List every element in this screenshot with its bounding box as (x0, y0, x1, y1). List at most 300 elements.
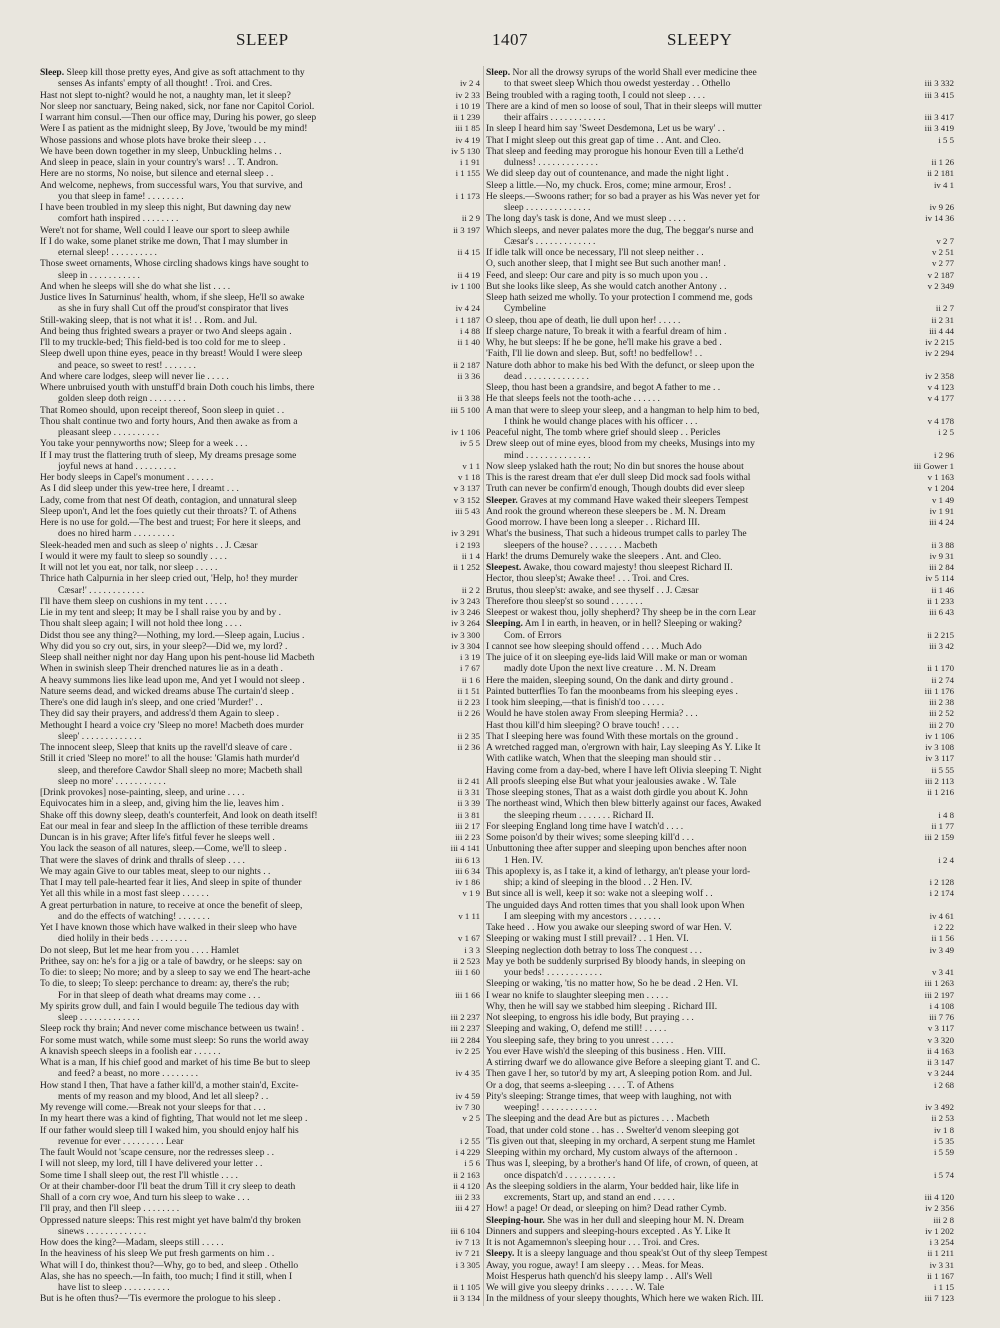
quotation-text (486, 821, 928, 832)
quotation-body: Didst thou see any thing?—Nothing, my lord.—Sleep again, Lucius . (40, 629, 305, 641)
act-scene-line-reference: ii 3 31 (457, 787, 480, 797)
quotation-text (486, 112, 921, 123)
quotation-body: And where care lodges, sleep will never lie . . . . . (40, 370, 229, 382)
quotation-body: I wear no knife to slaughter sleeping men . . . . . (486, 989, 669, 1001)
quotation-text (40, 191, 452, 202)
quotation-body: Oppressed nature sleeps: This rest might yet have balm'd thy broken (40, 1214, 301, 1226)
quotation-body: But she looks like sleep, As she would catch another Antony . . (486, 280, 727, 292)
concordance-line (40, 1158, 480, 1169)
quotation-text (486, 427, 934, 438)
quotation-text (40, 990, 451, 1001)
quotation-body: senses As infants' empty of all thought! . Troi. and Cres. (58, 78, 273, 90)
quotation-text (40, 461, 458, 472)
quotation-body: This apoplexy is, as I take it, a kind of lethargy, an't please your lord- (486, 865, 751, 877)
concordance-line (40, 810, 480, 821)
act-scene-line-reference: iv 4 35 (455, 1068, 480, 1079)
quotation-text (486, 495, 928, 506)
concordance-line (40, 483, 480, 494)
act-scene-line-reference: iii 7 76 (929, 1012, 954, 1022)
quotation-body: But since all is well, keep it so: wake not a sleeping wolf . . (486, 888, 713, 900)
act-scene-line-reference: ii 3 39 (457, 798, 480, 809)
quotation-body: I think he would change places with his officer . . . (504, 415, 698, 427)
quotation-body: You ever Have wish'd the sleeping of this business . Hen. VIII. (486, 1045, 726, 1057)
concordance-line (486, 270, 954, 281)
quotation-text (486, 798, 950, 809)
concordance-line (40, 1215, 480, 1226)
act-scene-line-reference: ii 3 88 (931, 539, 954, 550)
concordance-line (40, 472, 480, 483)
quotation-body: I have been troubled in my sleep this night, But dawning day new (40, 202, 292, 213)
act-scene-line-reference: i 3 3 (464, 944, 480, 955)
quotation-text (486, 877, 926, 888)
quotation-text (486, 911, 926, 922)
quotation-body: and feed? a beast, no more . . . . . . . . (58, 1068, 198, 1080)
quotation-text (486, 202, 926, 213)
concordance-line (486, 866, 954, 877)
quotation-text (40, 382, 476, 393)
quotation-text (40, 540, 452, 551)
quotation-body: And welcome, nephews, from successful wars, You that survive, and (40, 179, 303, 191)
quotation-text (486, 888, 926, 899)
quotation-text (40, 1282, 449, 1293)
quotation-body: sleepers of the house? . . . . . . . Macbeth (504, 539, 658, 551)
quotation-text (40, 180, 476, 191)
concordance-line (40, 1102, 480, 1113)
concordance-line (40, 495, 480, 506)
act-scene-line-reference: ii 1 40 (457, 337, 480, 347)
quotation-body: sleep' . . . . . . . . . . . . . (58, 730, 142, 742)
quotation-text (486, 562, 925, 573)
quotation-text (486, 382, 924, 393)
quotation-text (40, 652, 456, 663)
act-scene-line-reference: iv 3 264 (451, 618, 480, 629)
quotation-text (486, 1136, 930, 1147)
quotation-text (40, 1012, 447, 1023)
quotation-body: as she in fury shall Cut off the proud'st conspirator that lives (58, 303, 289, 315)
quotation-text (486, 675, 928, 686)
quotation-text (486, 90, 921, 101)
quotation-text (40, 675, 458, 686)
concordance-line (486, 810, 954, 821)
concordance-line (486, 821, 954, 832)
quotation-body: Sleek-headed men and such as sleep o' nights . . J. Cæsar (40, 539, 258, 551)
act-scene-line-reference: iii 2 33 (455, 1192, 480, 1202)
concordance-line (40, 191, 480, 202)
concordance-line (486, 1215, 954, 1226)
quotation-body: He that sleeps feels not the tooth-ache . . . . . . (486, 393, 660, 405)
quotation-text (486, 1215, 929, 1226)
quotation-text (486, 663, 923, 674)
quotation-text (40, 281, 447, 292)
concordance-line (486, 641, 954, 652)
quotation-text (40, 720, 476, 731)
quotation-text (486, 990, 921, 1001)
concordance-line (40, 832, 480, 843)
concordance-line (40, 517, 480, 528)
concordance-line (40, 573, 480, 584)
quotation-text (40, 742, 454, 753)
concordance-line (486, 90, 954, 101)
quotation-body: pleasant sleep . . . . . . . . . . (58, 427, 160, 438)
quotation-text (486, 450, 930, 461)
quotation-body: Her body sleeps in Capel's monument . . . . . . (40, 472, 214, 483)
quotation-body: In the mildness of your sleepy thoughts, Which here we waken Rich. III. (486, 1293, 764, 1305)
act-scene-line-reference: ii 4 15 (457, 247, 480, 257)
quotation-text (40, 1102, 452, 1113)
act-scene-line-reference: iii 7 123 (924, 1293, 954, 1304)
quotation-text (486, 945, 926, 956)
quotation-body: golden sleep doth reign . . . . . . . . (58, 393, 186, 405)
quotation-text (40, 371, 454, 382)
quotation-body: My revenge will come.—Break not your sleeps for that . . . (40, 1102, 266, 1113)
quotation-body: We have been down together in my sleep, Unbuckling helms . . (40, 145, 282, 157)
act-scene-line-reference: ii 2 163 (453, 1169, 480, 1180)
quotation-body: Being troubled with a raging tooth, I could not sleep . . . . (486, 89, 706, 101)
quotation-body: As the sleeping soldiers in the alarm, Your bedded hair, like life in (486, 1180, 739, 1192)
quotation-text (486, 1012, 925, 1023)
concordance-line (486, 281, 954, 292)
quotation-text (486, 753, 921, 764)
act-scene-line-reference: iii 2 159 (924, 832, 954, 842)
concordance-line (40, 1260, 480, 1271)
concordance-line (486, 1091, 954, 1102)
quotation-text (40, 405, 447, 416)
quotation-body: comfort hath inspired . . . . . . . . (58, 213, 179, 225)
quotation-body: [Drink provokes] nose-painting, sleep, and urine . . . . (40, 787, 245, 798)
act-scene-line-reference: ii 2 7 (935, 303, 954, 314)
act-scene-line-reference: ii 1 211 (927, 1248, 954, 1259)
quotation-text (486, 843, 950, 854)
concordance-line (40, 753, 480, 764)
concordance-line (486, 303, 954, 314)
quotation-body: Sleeping within my orchard, My custom always of the afternoon . (486, 1147, 738, 1158)
concordance-line (40, 607, 480, 618)
concordance-line (486, 630, 954, 641)
concordance-line (40, 1271, 480, 1282)
quotation-text (40, 596, 447, 607)
concordance-line (40, 855, 480, 866)
concordance-line (486, 450, 954, 461)
concordance-line (486, 472, 954, 483)
act-scene-line-reference: i 2 68 (933, 1079, 954, 1090)
concordance-line (486, 416, 954, 427)
quotation-text (486, 1080, 930, 1091)
quotation-text (486, 360, 950, 371)
act-scene-line-reference: v 1 11 (458, 910, 480, 921)
quotation-text (486, 855, 934, 866)
quotation-text (40, 1260, 452, 1271)
act-scene-line-reference: iv 7 21 (455, 1248, 480, 1259)
quotation-body: Sleep hath seized me wholly. To your protection I commend me, gods (486, 292, 753, 303)
quotation-body: sinews . . . . . . . . . . . . . (58, 1225, 147, 1237)
quotation-text (486, 697, 925, 708)
act-scene-line-reference: iv 2 356 (925, 1203, 954, 1214)
quotation-body: Hast thou kill'd him sleeping? O brave touch! . . . . (486, 719, 679, 731)
concordance-line (486, 247, 954, 258)
concordance-line (40, 78, 480, 89)
quotation-body: Am I in earth, in heaven, or in hell? Sleeping or waking? (522, 618, 742, 630)
quotation-body: Why, he but sleeps: If he be gone, he'll make his grave a bed . (486, 337, 722, 348)
quotation-body: Or at their chamber-door I'll beat the drum Till it cry sleep to death (40, 1180, 296, 1192)
quotation-text (40, 135, 452, 146)
quotation-body: you that sleep in fame! . . . . . . . . (58, 190, 184, 202)
concordance-line (486, 686, 954, 697)
quotation-text (486, 573, 921, 584)
quotation-body: Hector, thou sleep'st; Awake thee! . . . Troi. and Cres. (486, 573, 690, 585)
quotation-body: Awake, thou coward majesty! thou sleepest Richard II. (521, 562, 733, 573)
act-scene-line-reference: ii 3 134 (453, 1293, 480, 1304)
concordance-line (486, 663, 954, 674)
quotation-body: Lady, come from that nest Of death, contagion, and unnatural sleep (40, 494, 297, 506)
quotation-body: Good morrow. I have been long a sleeper . . Richard III. (486, 517, 700, 528)
quotation-text (40, 1170, 449, 1181)
quotation-text (486, 765, 928, 776)
act-scene-line-reference: v 2 187 (927, 269, 954, 280)
concordance-line (486, 101, 954, 112)
concordance-line (486, 731, 954, 742)
quotation-text (40, 945, 460, 956)
quotation-body: to that sweet sleep Which thou owedst yesterday . . Othello (504, 78, 731, 90)
concordance-line (40, 720, 480, 731)
quotation-text (486, 708, 925, 719)
quotation-text (486, 540, 928, 551)
act-scene-line-reference: iii 6 13 (455, 854, 480, 865)
quotation-body: I am sleeping with my ancestors . . . . . . . (504, 910, 661, 922)
act-scene-line-reference: iii 2 52 (929, 708, 954, 719)
concordance-line (40, 551, 480, 562)
quotation-text (40, 630, 447, 641)
act-scene-line-reference: v 1 9 (462, 888, 480, 899)
quotation-text (40, 1113, 458, 1124)
quotation-text (40, 798, 454, 809)
act-scene-line-reference: iii 6 104 (450, 1225, 480, 1236)
quotation-body: Shall of a corn cry woe, And turn his sleep to wake . . . (40, 1192, 250, 1203)
act-scene-line-reference: i 1 173 (455, 190, 480, 201)
act-scene-line-reference: v 3 244 (927, 1068, 954, 1079)
quotation-body: The northeast wind, Which then blew bitterly against our faces, Awaked (486, 798, 762, 810)
act-scene-line-reference: v 2 77 (932, 258, 954, 269)
quotation-body: It is not Agamemnon's sleeping hour . . . Troi. and Cres. (486, 1237, 700, 1248)
quotation-body: Away, you rogue, away! I am sleepy . . . Meas. for Meas. (486, 1259, 704, 1271)
quotation-text (40, 776, 454, 787)
concordance-line (40, 888, 480, 899)
concordance-line (486, 956, 954, 967)
quotation-body: What's the business, That such a hideous trumpet calls to parley The (486, 528, 747, 540)
quotation-body: As I did sleep under this yew-tree here, I dreamt . . . (40, 483, 239, 495)
concordance-line (40, 843, 480, 854)
quotation-body: You take your pennyworths now; Sleep for a week . . . (40, 438, 248, 450)
quotation-text (40, 78, 456, 89)
quotation-text (486, 933, 928, 944)
act-scene-line-reference: ii 1 167 (927, 1270, 954, 1281)
quotation-body: We will give you sleepy drinks . . . . . . W. Tale (486, 1282, 665, 1293)
act-scene-line-reference: iv 4 1 (933, 179, 954, 190)
quotation-body: 1 Hen. IV. (504, 854, 544, 866)
act-scene-line-reference: iii 2 8 (933, 1214, 954, 1225)
concordance-line (40, 123, 480, 134)
act-scene-line-reference: ii 1 4 (461, 550, 480, 561)
quotation-body: I cannot see how sleeping should offend . . . . Much Ado (486, 640, 702, 652)
quotation-text (40, 900, 476, 911)
quotation-text (486, 810, 934, 821)
quotation-text (486, 213, 921, 224)
concordance-line (486, 1237, 954, 1248)
quotation-text (40, 1001, 476, 1012)
concordance-line (40, 337, 480, 348)
concordance-line (486, 348, 954, 359)
concordance-line (486, 585, 954, 596)
concordance-line (486, 798, 954, 809)
act-scene-line-reference: iii 2 197 (924, 989, 954, 1000)
quotation-body: weeping! . . . . . . . . . . . . (504, 1102, 597, 1113)
quotation-text (40, 855, 451, 866)
quotation-text (40, 168, 452, 179)
quotation-body: Nature seems dead, and wicked dreams abuse The curtain'd sleep . (40, 685, 294, 697)
quotation-text (40, 225, 449, 236)
column-divider (483, 66, 484, 1306)
quotation-body: Therefore thou sleep'st so sound . . . . . . . (486, 595, 643, 607)
quotation-body: This is the rarest dream that e'er dull sleep Did mock sad fools withal (486, 472, 751, 483)
act-scene-line-reference: iii 2 70 (929, 719, 954, 730)
quotation-text (486, 157, 928, 168)
quotation-body: Sleeping and waking, O, defend me still! . . . . . (486, 1023, 667, 1035)
quotation-text (486, 393, 924, 404)
quotation-text (486, 1147, 930, 1158)
quotation-text (486, 303, 932, 314)
quotation-body: I'll have them sleep on cushions in my tent . . . . . (40, 595, 227, 607)
header-right-catchword: SLEEPY (667, 30, 733, 49)
act-scene-line-reference: i 1 187 (455, 314, 480, 325)
act-scene-line-reference: v 4 123 (927, 382, 954, 392)
act-scene-line-reference: i 2 128 (929, 877, 954, 887)
concordance-line (486, 495, 954, 506)
act-scene-line-reference: ii 2 36 (457, 742, 480, 752)
quotation-text (40, 765, 476, 776)
act-scene-line-reference: iv 7 30 (455, 1102, 480, 1112)
quotation-text (40, 832, 451, 843)
concordance-line (40, 1012, 480, 1023)
quotation-text (40, 1293, 449, 1304)
quotation-text (40, 157, 456, 168)
quotation-body: Com. of Errors (504, 629, 562, 641)
headword: Sleepest. (486, 562, 522, 573)
quotation-text (486, 483, 924, 494)
quotation-text (486, 101, 950, 112)
quotation-text (486, 416, 924, 427)
act-scene-line-reference: ii 4 19 (457, 269, 480, 280)
quotation-text (486, 1170, 930, 1181)
quotation-body: Having come from a day-bed, where I have left Olivia sleeping T. Night (486, 764, 762, 776)
quotation-text (40, 326, 456, 337)
concordance-line (486, 1102, 954, 1113)
act-scene-line-reference: iii 3 415 (924, 89, 954, 100)
quotation-text (40, 618, 447, 629)
quotation-body: In my heart there was a kind of fighting, That would not let me sleep . (40, 1113, 308, 1125)
quotation-body: ship; a kind of sleeping in the blood . . 2 Hen. IV. (504, 877, 693, 888)
act-scene-line-reference: i 7 67 (459, 663, 480, 674)
concordance-line (40, 135, 480, 146)
concordance-line (486, 371, 954, 382)
quotation-text (40, 528, 447, 539)
concordance-line (40, 956, 480, 967)
quotation-text (486, 461, 910, 472)
quotation-text (40, 753, 476, 764)
quotation-body: Sleepest or wakest thou, jolly shepherd? Thy sheep be in the corn Lear (486, 607, 756, 618)
quotation-text (40, 1147, 452, 1158)
quotation-text (40, 866, 451, 877)
act-scene-line-reference: iii 4 120 (924, 1192, 954, 1202)
quotation-body: He sleeps.—Swoons rather; for so bad a prayer as his Was never yet for (486, 190, 760, 202)
quotation-body: That were the slaves of drink and thralls of sleep . . . . (40, 854, 245, 866)
quotation-text (40, 731, 454, 742)
quotation-text (486, 1203, 921, 1214)
concordance-line (486, 900, 954, 911)
act-scene-line-reference: iii 2 17 (455, 820, 480, 831)
concordance-line (40, 618, 480, 629)
concordance-line (486, 1012, 954, 1023)
act-scene-line-reference: v 1 163 (927, 472, 954, 482)
concordance-line (486, 1248, 954, 1259)
act-scene-line-reference: ii 1 51 (457, 685, 480, 696)
quotation-text (486, 405, 950, 416)
concordance-line (40, 945, 480, 956)
act-scene-line-reference: i 2 96 (933, 449, 954, 460)
quotation-text (486, 191, 950, 202)
quotation-body: Sleep, thou hast been a grandsire, and begot A father to me . . (486, 382, 721, 393)
concordance-line (486, 258, 954, 269)
concordance-line (40, 1248, 480, 1259)
quotation-text (40, 123, 451, 134)
quotation-text (40, 551, 458, 562)
quotation-body: What will I do, thinkest thou?—Why, go to bed, and sleep . Othello (40, 1259, 299, 1271)
act-scene-line-reference: ii 3 36 (457, 370, 480, 381)
act-scene-line-reference: iii 4 24 (929, 517, 954, 527)
quotation-text (486, 1181, 950, 1192)
quotation-body: It is a sleepy language and thou speak'st Out of thy sleep Tempest (514, 1248, 768, 1260)
quotation-body: There's one did laugh in's sleep, and one cried 'Murder!' . . (40, 697, 263, 708)
concordance-line (40, 225, 480, 236)
quotation-text (486, 67, 950, 78)
concordance-line (486, 1226, 954, 1237)
act-scene-line-reference: ii 2 181 (927, 168, 954, 179)
concordance-line (40, 1001, 480, 1012)
quotation-text (40, 270, 454, 281)
quotation-text (40, 1091, 452, 1102)
quotation-body: Were't not for shame, Well could I leave our sport to sleep awhile (40, 224, 290, 236)
concordance-line (486, 922, 954, 933)
concordance-line (40, 663, 480, 674)
quotation-body: Here the maiden, sleeping sound, On the dank and dirty ground . (486, 674, 734, 686)
act-scene-line-reference: ii 2 523 (453, 955, 480, 966)
quotation-text (486, 630, 923, 641)
quotation-text (486, 337, 921, 348)
quotation-text (40, 1080, 476, 1091)
quotation-text (40, 967, 451, 978)
headword: Sleepy. (486, 1248, 515, 1260)
act-scene-line-reference: ii 3 81 (457, 809, 480, 820)
act-scene-line-reference: v 2 349 (927, 280, 954, 291)
quotation-text (486, 1226, 921, 1237)
quotation-body: A great perturbation in nature, to receive at once the benefit of sleep, (40, 899, 303, 911)
act-scene-line-reference: iv 1 106 (925, 730, 954, 741)
act-scene-line-reference: iii 3 332 (924, 78, 954, 89)
quotation-body: When in swinish sleep Their drenched natures lie as in a death . (40, 663, 283, 675)
quotation-body: They did say their prayers, and address'd them Again to sleep . (40, 708, 280, 720)
quotation-body: excrements, Start up, and stand an end . . . . . (504, 1192, 675, 1203)
quotation-text (486, 731, 921, 742)
quotation-body: O, such another sleep, that I might see But such another man! . (486, 258, 726, 270)
quotation-text (40, 90, 452, 101)
